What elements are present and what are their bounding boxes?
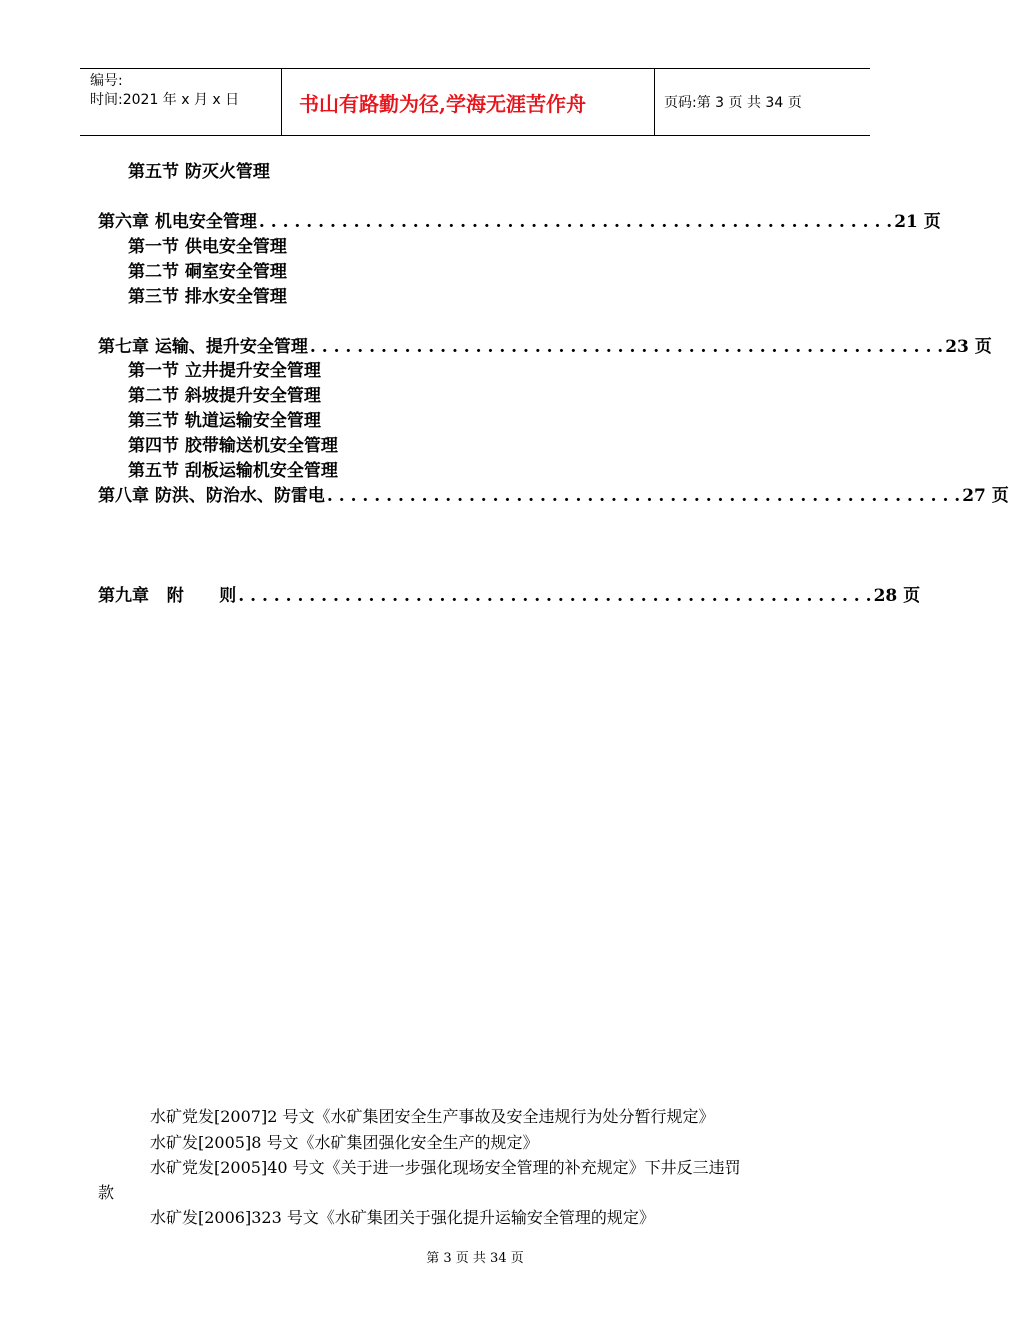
toc-ch6-section3: 第三节 排水安全管理 — [128, 287, 287, 307]
toc-leader-dots: . . . . . . . . . . . . . . . . . . . . . . . . . . . . . . . . . . . . . . . . . . . . . . . . . . . . . . — [326, 486, 961, 506]
toc-page-number: 28 页 — [873, 586, 921, 606]
header-time-label: 时间:2021 年 x 月 x 日 — [90, 92, 240, 108]
header-page-info: 页码:第 3 页 共 34 页 — [664, 95, 802, 111]
toc-chapter-7[interactable] — [98, 336, 992, 358]
toc-ch6-section1: 第一节 供电安全管理 — [128, 237, 287, 257]
header-divider-right — [654, 68, 655, 135]
toc-ch7-section3: 第三节 轨道运输安全管理 — [128, 411, 321, 431]
toc-chapter-label: 第八章 防洪、防治水、防雷电 — [98, 486, 325, 506]
toc-page-number: 27 页 — [962, 486, 1009, 506]
reference-line-1: 水矿党发[2007]2 号文《水矿集团安全生产事故及安全违规行为处分暂行规定》 — [150, 1107, 715, 1126]
toc-page-number: 23 页 — [945, 337, 992, 357]
header-bottom-rule — [80, 135, 870, 136]
reference-line-2: 水矿发[2005]8 号文《水矿集团强化安全生产的规定》 — [150, 1133, 539, 1152]
reference-line-3: 水矿党发[2005]40 号文《关于进一步强化现场安全管理的补充规定》下井反三违罚 — [150, 1158, 741, 1177]
toc-chapter-label: 第六章 机电安全管理 — [98, 212, 257, 232]
toc-ch7-section4: 第四节 胶带输送机安全管理 — [128, 436, 338, 456]
toc-chapter-label: 第九章 附 则 — [98, 586, 237, 606]
header-top-rule — [80, 68, 870, 69]
toc-leader-dots: . . . . . . . . . . . . . . . . . . . . . . . . . . . . . . . . . . . . . . . . . . . . . . . . . . . . . . — [258, 212, 893, 232]
header-motto: 书山有路勤为径,学海无涯苦作舟 — [299, 92, 586, 116]
toc-chapter-6[interactable] — [98, 211, 941, 233]
toc-ch5-section5: 第五节 防灭火管理 — [128, 162, 270, 182]
toc-page-number: 21 页 — [894, 212, 941, 232]
toc-ch6-section2: 第二节 硐室安全管理 — [128, 262, 287, 282]
reference-line-3-wrap: 款 — [98, 1183, 115, 1202]
toc-leader-dots: . . . . . . . . . . . . . . . . . . . . . . . . . . . . . . . . . . . . . . . . . . . . . . . . . . . . . . — [238, 586, 872, 606]
header-divider-left — [281, 68, 282, 135]
reference-line-4: 水矿发[2006]323 号文《水矿集团关于强化提升运输安全管理的规定》 — [150, 1208, 655, 1227]
toc-chapter-8[interactable] — [98, 485, 1009, 507]
toc-ch7-section5: 第五节 刮板运输机安全管理 — [128, 461, 338, 481]
footer-page-number: 第 3 页 共 34 页 — [426, 1251, 524, 1266]
header-code-label: 编号: — [90, 73, 123, 89]
toc-chapter-9[interactable] — [98, 585, 921, 607]
toc-chapter-label: 第七章 运输、提升安全管理 — [98, 337, 308, 357]
toc-ch7-section1: 第一节 立井提升安全管理 — [128, 361, 321, 381]
toc-leader-dots: . . . . . . . . . . . . . . . . . . . . . . . . . . . . . . . . . . . . . . . . . . . . . . . . . . . . . . — [309, 337, 944, 357]
toc-ch7-section2: 第二节 斜坡提升安全管理 — [128, 386, 321, 406]
